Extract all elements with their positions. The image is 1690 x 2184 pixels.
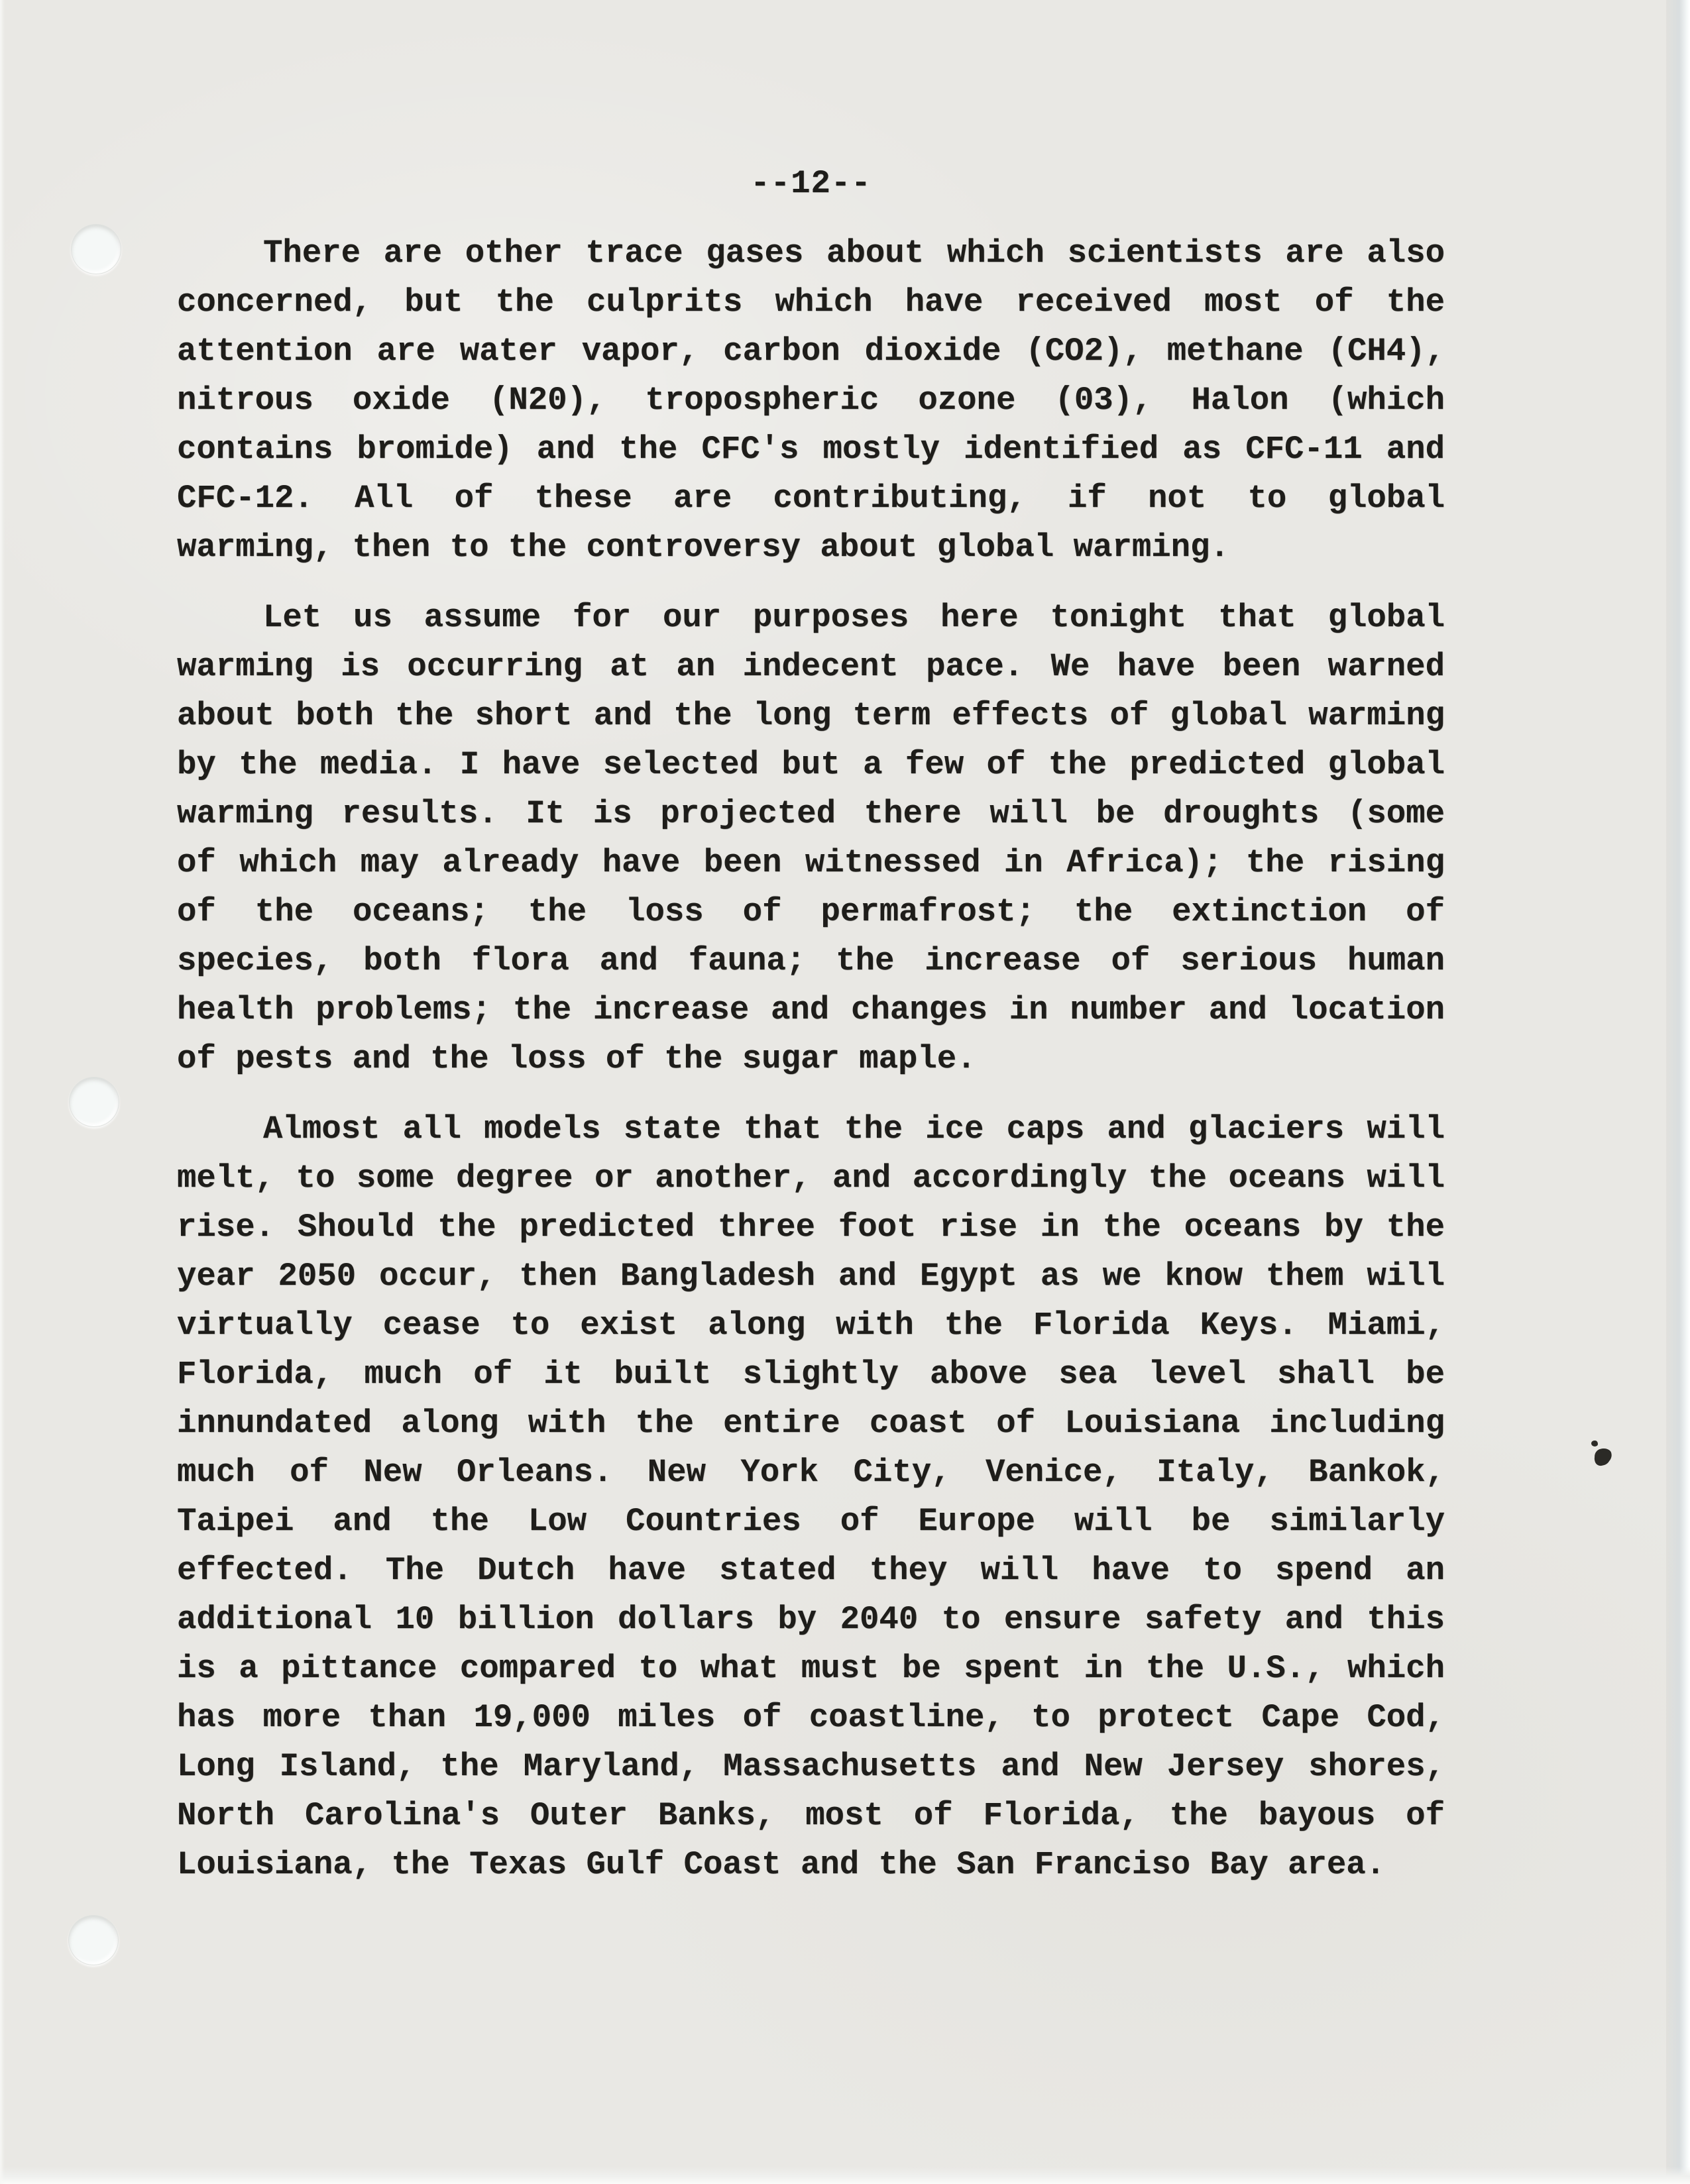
text-line: melt, to some degree or another, and accordingly the oceans will [177, 1160, 1445, 1197]
text-line: health problems; the increase and changes in number and location [177, 991, 1445, 1028]
paragraph-1 [177, 229, 1445, 572]
text-line: warming, then to the controversy about global warming. [177, 529, 1229, 566]
text-line: Florida, much of it built slightly above sea level shall be [177, 1356, 1445, 1393]
text-line: year 2050 occur, then Bangladesh and Egypt as we know them will [177, 1258, 1445, 1295]
text-line: has more than 19,000 miles of coastline, to protect Cape Cod, [177, 1699, 1445, 1736]
scan-edge-bottom [0, 2167, 1690, 2184]
scan-edge-right [1666, 0, 1690, 2184]
text-line: Taipei and the Low Countries of Europe will be similarly [177, 1503, 1445, 1540]
hole-punch-middle [69, 1077, 119, 1127]
text-line: additional 10 billion dollars by 2040 to ensure safety and this [177, 1601, 1445, 1638]
text-line: of which may already have been witnessed in Africa); the rising [177, 844, 1445, 881]
page-number: --12-- [750, 165, 872, 202]
text-line: species, both flora and fauna; the increase of serious human [177, 942, 1445, 979]
text-line: much of New Orleans. New York City, Venice, Italy, Bankok, [177, 1454, 1445, 1491]
text-line: North Carolina's Outer Banks, most of Florida, the bayous of [177, 1797, 1445, 1834]
hole-punch-bottom [68, 1915, 119, 1965]
text-line: of the oceans; the loss of permafrost; the extinction of [177, 893, 1445, 930]
text-line: warming results. It is projected there will be droughts (some [177, 795, 1445, 832]
text-line: CFC-12. All of these are contributing, if not to global [177, 480, 1445, 517]
text-line: by the media. I have selected but a few of the predicted global [177, 746, 1445, 783]
document-body [177, 229, 1445, 1889]
text-line: warming is occurring at an indecent pace. We have been warned [177, 648, 1445, 685]
text-line: effected. The Dutch have stated they will have to spend an [177, 1552, 1445, 1589]
text-line: There are other trace gases about which scientists are also [263, 235, 1445, 272]
text-line: Let us assume for our purposes here tonight that global [263, 599, 1445, 636]
hole-punch-top [71, 224, 121, 274]
scan-edge-left [0, 0, 5, 2184]
text-line: innundated along with the entire coast of Louisiana including [177, 1405, 1445, 1442]
text-line: attention are water vapor, carbon dioxide (CO2), methane (CH4), [177, 333, 1445, 370]
ink-speck-mark [1591, 1441, 1598, 1447]
text-line: nitrous oxide (N20), tropospheric ozone (03), Halon (which [177, 382, 1445, 419]
text-line: about both the short and the long term effects of global warming [177, 697, 1445, 734]
text-line: Louisiana, the Texas Gulf Coast and the San Franciso Bay area. [177, 1846, 1386, 1883]
text-line: Long Island, the Maryland, Massachusetts and New Jersey shores, [177, 1748, 1445, 1785]
text-line: Almost all models state that the ice caps and glaciers will [263, 1111, 1445, 1148]
text-line: concerned, but the culprits which have received most of the [177, 284, 1445, 321]
text-line: is a pittance compared to what must be spent in the U.S., which [177, 1650, 1445, 1687]
paragraph-2 [177, 593, 1445, 1083]
text-line: of pests and the loss of the sugar maple. [177, 1040, 976, 1077]
text-line: contains bromide) and the CFC's mostly identified as CFC-11 and [177, 431, 1445, 468]
ink-blot-mark [1593, 1447, 1614, 1466]
text-line: virtually cease to exist along with the Florida Keys. Miami, [177, 1307, 1445, 1344]
text-line: rise. Should the predicted three foot rise in the oceans by the [177, 1209, 1445, 1246]
paragraph-3 [177, 1105, 1445, 1889]
